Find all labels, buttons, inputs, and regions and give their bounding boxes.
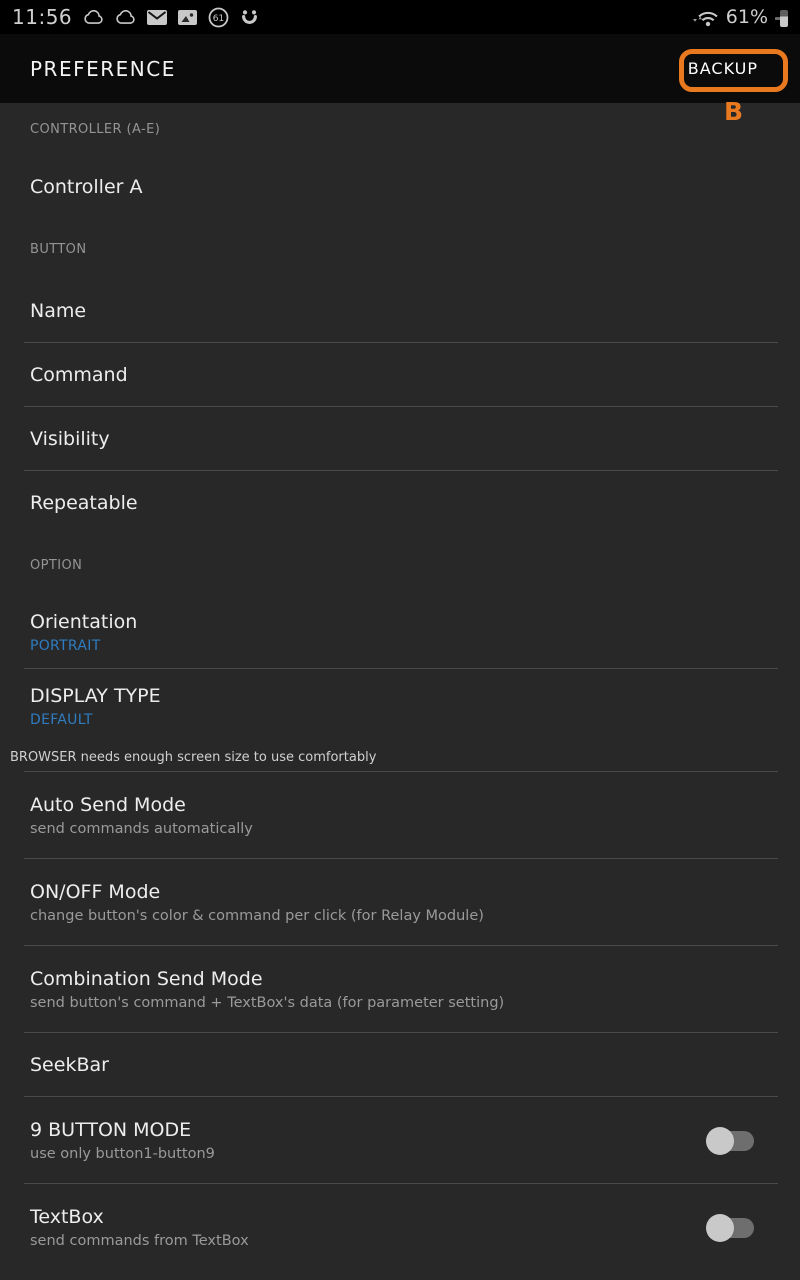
preference-note (0, 743, 800, 772)
status-bar (0, 0, 800, 34)
list-item[interactable] (0, 1184, 800, 1271)
list-item-title: DISPLAY TYPE (30, 684, 161, 707)
toggle-switch[interactable] (706, 1214, 754, 1242)
mail-icon (147, 10, 167, 25)
list-item-texts (30, 176, 754, 198)
notification-count-icon (208, 7, 229, 28)
note-text: BROWSER needs enough screen size to use comfortably (10, 750, 377, 765)
list-item[interactable] (0, 155, 800, 219)
section-header-label: BUTTON (30, 241, 87, 257)
list-item-title: Orientation (30, 610, 138, 633)
list-item-texts (30, 1206, 706, 1249)
toggle-switch[interactable] (706, 1127, 754, 1155)
list-item-texts (30, 492, 754, 514)
list-item-subtitle: send commands from TextBox (30, 1233, 249, 1249)
cloud-icon (83, 9, 104, 25)
backup-button[interactable]: BACKUP (678, 51, 768, 86)
list-item[interactable] (0, 407, 800, 471)
list-item-title: Combination Send Mode (30, 968, 263, 990)
list-item-value: DEFAULT (30, 711, 93, 728)
list-item-texts (30, 1119, 706, 1162)
list-item[interactable] (0, 471, 800, 535)
list-item-subtitle: send button's command + TextBox's data (for parameter setting) (30, 995, 505, 1011)
battery-icon (775, 8, 788, 28)
list-item[interactable] (0, 1097, 800, 1184)
list-item-subtitle: change button's color & command per click (for Relay Module) (30, 908, 484, 924)
list-item-texts (30, 428, 754, 450)
cloud-icon (115, 9, 136, 25)
list-item-subtitle: send commands automatically (30, 821, 253, 837)
list-item-texts (30, 611, 754, 654)
list-item[interactable] (0, 859, 800, 946)
list-item-texts (30, 364, 754, 386)
list-item-title: ON/OFF Mode (30, 881, 161, 903)
list-item[interactable] (0, 669, 800, 743)
svg-text:61: 61 (212, 13, 225, 24)
list-item-texts (30, 794, 754, 837)
list-item[interactable] (0, 279, 800, 343)
list-item-title: TextBox (30, 1206, 104, 1228)
list-item-texts (30, 881, 754, 924)
list-item-texts (30, 300, 754, 322)
list-item[interactable] (0, 946, 800, 1033)
section-header-label: OPTION (30, 557, 83, 573)
app-bar (0, 34, 800, 103)
list-item-value: PORTRAIT (30, 637, 101, 654)
list-item-title: Repeatable (30, 492, 138, 514)
annotation-label: B (723, 97, 744, 126)
list-item-title: Name (30, 300, 87, 322)
list-item-texts (30, 1054, 754, 1076)
section-header (0, 219, 800, 279)
list-item-title: Auto Send Mode (30, 794, 186, 816)
list-item-title: Controller A (30, 176, 143, 198)
list-item-subtitle: use only button1-button9 (30, 1146, 215, 1162)
section-header (0, 535, 800, 595)
list-item-title: SeekBar (30, 1054, 109, 1076)
list-item-title: 9 BUTTON MODE (30, 1119, 192, 1141)
battery-percent: 61% (725, 6, 768, 28)
section-header-label: CONTROLLER (A-E) (30, 121, 161, 137)
list-item-title: Visibility (30, 428, 110, 450)
list-item-texts (30, 685, 754, 728)
smiley-icon (240, 9, 259, 26)
list-item[interactable] (0, 343, 800, 407)
gallery-icon (178, 10, 197, 25)
list-item[interactable] (0, 595, 800, 669)
section-header (0, 103, 800, 155)
preference-list (0, 103, 800, 1271)
list-item-texts (30, 968, 754, 1011)
list-item[interactable] (0, 1033, 800, 1097)
page-title: PREFERENCE (30, 56, 176, 81)
clock: 11:56 (12, 5, 73, 29)
list-item-title: Command (30, 364, 128, 386)
toggle-thumb (706, 1127, 734, 1155)
toggle-thumb (706, 1214, 734, 1242)
list-item[interactable] (0, 772, 800, 859)
wifi-icon (691, 7, 719, 27)
